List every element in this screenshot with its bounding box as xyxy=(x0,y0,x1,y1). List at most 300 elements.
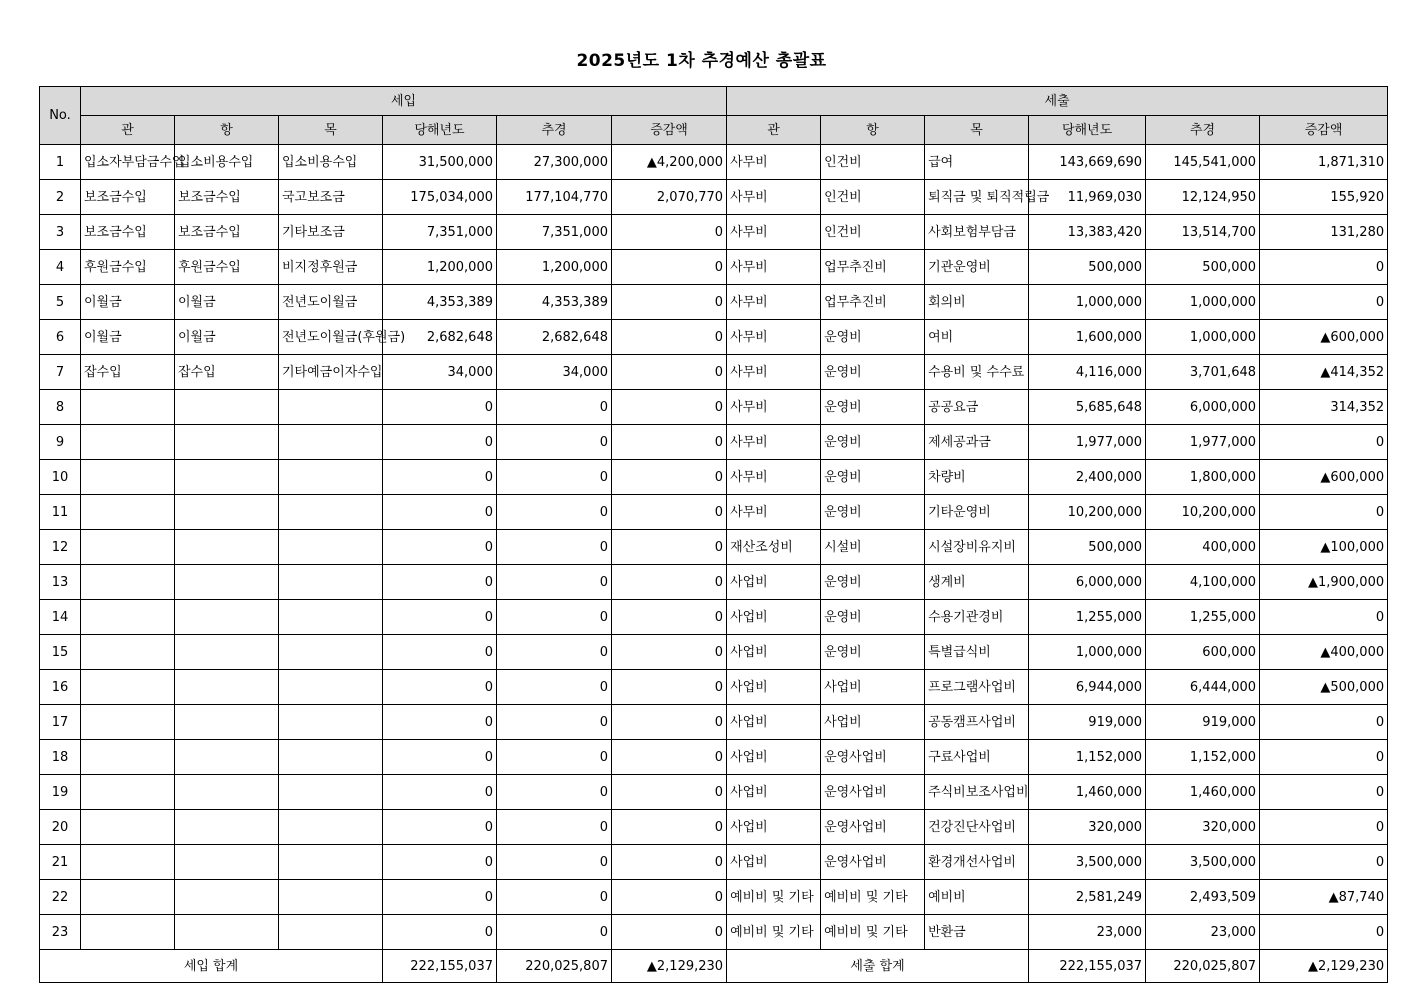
expense-difference-cell: 0 xyxy=(1260,775,1388,810)
page-title: 2025년도 1차 추경예산 총괄표 xyxy=(576,51,827,71)
income-gwan-cell xyxy=(81,915,175,950)
table-row xyxy=(40,880,1388,915)
row-number: 19 xyxy=(40,775,81,810)
income-gwan-cell xyxy=(81,460,175,495)
income-current-cell: 1,200,000 xyxy=(383,250,497,285)
expense-current-cell: 1,000,000 xyxy=(1029,285,1146,320)
income-difference-cell: 0 xyxy=(612,705,727,740)
expense-gwan-cell: 사무비 xyxy=(727,215,821,250)
income-mok-cell: 입소비용수입 xyxy=(279,145,383,180)
income-difference-cell: 0 xyxy=(612,670,727,705)
expense-gwan-cell: 사업비 xyxy=(727,740,821,775)
income-current-cell: 0 xyxy=(383,565,497,600)
expense-difference-cell: ▲87,740 xyxy=(1260,880,1388,915)
income-supplementary-cell: 0 xyxy=(497,390,612,425)
expense-current-cell: 1,977,000 xyxy=(1029,425,1146,460)
expense-mok-cell: 차량비 xyxy=(925,460,1029,495)
income-gwan-cell xyxy=(81,670,175,705)
income-current-cell: 7,351,000 xyxy=(383,215,497,250)
income-gwan-cell xyxy=(81,810,175,845)
income-gwan-cell xyxy=(81,425,175,460)
income-difference-cell: 0 xyxy=(612,460,727,495)
row-number: 18 xyxy=(40,740,81,775)
income-current-cell: 0 xyxy=(383,530,497,565)
expense-mok-cell: 수용비 및 수수료 xyxy=(925,355,1029,390)
expense-current-cell: 1,460,000 xyxy=(1029,775,1146,810)
expense-hang-cell: 업무추진비 xyxy=(821,285,925,320)
header-income-supplementary: 추경 xyxy=(497,116,612,145)
income-mok-cell xyxy=(279,530,383,565)
income-mok-cell: 기타예금이자수입 xyxy=(279,355,383,390)
income-hang-cell xyxy=(175,635,279,670)
totals-row xyxy=(40,950,1388,983)
income-hang-cell xyxy=(175,810,279,845)
table-row xyxy=(40,530,1388,565)
income-supplementary-cell: 177,104,770 xyxy=(497,180,612,215)
table-row xyxy=(40,180,1388,215)
income-gwan-cell xyxy=(81,740,175,775)
row-number: 17 xyxy=(40,705,81,740)
table-row xyxy=(40,390,1388,425)
expense-gwan-cell: 사업비 xyxy=(727,845,821,880)
header-expense-difference: 증감액 xyxy=(1260,116,1388,145)
income-supplementary-cell: 0 xyxy=(497,565,612,600)
income-total-label: 세입 합계 xyxy=(40,950,383,983)
income-difference-cell: ▲4,200,000 xyxy=(612,145,727,180)
table-row xyxy=(40,915,1388,950)
expense-supplementary-cell: 23,000 xyxy=(1146,915,1260,950)
expense-current-cell: 919,000 xyxy=(1029,705,1146,740)
income-supplementary-cell: 0 xyxy=(497,810,612,845)
expense-difference-cell: 0 xyxy=(1260,250,1388,285)
expense-current-cell: 13,383,420 xyxy=(1029,215,1146,250)
income-hang-cell xyxy=(175,565,279,600)
header-no: No. xyxy=(40,87,81,145)
expense-current-cell: 1,000,000 xyxy=(1029,635,1146,670)
expense-gwan-cell: 사무비 xyxy=(727,460,821,495)
income-hang-cell: 후원금수입 xyxy=(175,250,279,285)
income-gwan-cell xyxy=(81,775,175,810)
expense-gwan-cell: 사업비 xyxy=(727,670,821,705)
income-mok-cell xyxy=(279,425,383,460)
expense-supplementary-cell: 500,000 xyxy=(1146,250,1260,285)
expense-supplementary-cell: 400,000 xyxy=(1146,530,1260,565)
expense-gwan-cell: 사무비 xyxy=(727,390,821,425)
income-supplementary-cell: 34,000 xyxy=(497,355,612,390)
expense-difference-cell: 314,352 xyxy=(1260,390,1388,425)
income-current-cell: 0 xyxy=(383,460,497,495)
header-income-gwan: 관 xyxy=(81,116,175,145)
expense-gwan-cell: 예비비 및 기타 xyxy=(727,915,821,950)
row-number: 23 xyxy=(40,915,81,950)
expense-mok-cell: 급여 xyxy=(925,145,1029,180)
income-supplementary-cell: 0 xyxy=(497,705,612,740)
income-total-supplementary: 220,025,807 xyxy=(497,950,612,983)
table-row xyxy=(40,740,1388,775)
row-number: 15 xyxy=(40,635,81,670)
expense-mok-cell: 기타운영비 xyxy=(925,495,1029,530)
income-current-cell: 0 xyxy=(383,915,497,950)
row-number: 20 xyxy=(40,810,81,845)
expense-difference-cell: ▲100,000 xyxy=(1260,530,1388,565)
income-mok-cell xyxy=(279,810,383,845)
expense-gwan-cell: 사무비 xyxy=(727,495,821,530)
expense-supplementary-cell: 600,000 xyxy=(1146,635,1260,670)
expense-supplementary-cell: 3,500,000 xyxy=(1146,845,1260,880)
income-current-cell: 31,500,000 xyxy=(383,145,497,180)
income-supplementary-cell: 0 xyxy=(497,915,612,950)
income-hang-cell xyxy=(175,740,279,775)
income-hang-cell xyxy=(175,670,279,705)
row-number: 22 xyxy=(40,880,81,915)
income-mok-cell: 전년도이월금 xyxy=(279,285,383,320)
expense-hang-cell: 운영비 xyxy=(821,495,925,530)
income-difference-cell: 0 xyxy=(612,530,727,565)
expense-difference-cell: 0 xyxy=(1260,285,1388,320)
expense-hang-cell: 운영비 xyxy=(821,355,925,390)
expense-difference-cell: ▲600,000 xyxy=(1260,460,1388,495)
table-row xyxy=(40,425,1388,460)
expense-hang-cell: 사업비 xyxy=(821,670,925,705)
income-gwan-cell: 후원금수입 xyxy=(81,250,175,285)
income-difference-cell: 0 xyxy=(612,915,727,950)
expense-gwan-cell: 사업비 xyxy=(727,600,821,635)
expense-current-cell: 6,000,000 xyxy=(1029,565,1146,600)
header-expense-gwan: 관 xyxy=(727,116,821,145)
income-mok-cell xyxy=(279,390,383,425)
income-mok-cell xyxy=(279,635,383,670)
income-difference-cell: 0 xyxy=(612,740,727,775)
row-number: 1 xyxy=(40,145,81,180)
table-row xyxy=(40,775,1388,810)
header-expense-supplementary: 추경 xyxy=(1146,116,1260,145)
income-mok-cell: 기타보조금 xyxy=(279,215,383,250)
table-row xyxy=(40,355,1388,390)
income-gwan-cell xyxy=(81,600,175,635)
income-mok-cell xyxy=(279,915,383,950)
expense-hang-cell: 시설비 xyxy=(821,530,925,565)
table-row xyxy=(40,565,1388,600)
income-difference-cell: 0 xyxy=(612,355,727,390)
income-gwan-cell xyxy=(81,495,175,530)
expense-hang-cell: 운영비 xyxy=(821,390,925,425)
income-current-cell: 0 xyxy=(383,635,497,670)
income-hang-cell: 보조금수입 xyxy=(175,215,279,250)
income-supplementary-cell: 0 xyxy=(497,845,612,880)
expense-total-difference: ▲2,129,230 xyxy=(1260,950,1388,983)
expense-supplementary-cell: 1,255,000 xyxy=(1146,600,1260,635)
expense-supplementary-cell: 1,152,000 xyxy=(1146,740,1260,775)
expense-supplementary-cell: 6,444,000 xyxy=(1146,670,1260,705)
income-difference-cell: 0 xyxy=(612,495,727,530)
header-expense: 세출 xyxy=(727,87,1388,116)
income-mok-cell xyxy=(279,740,383,775)
expense-mok-cell: 반환금 xyxy=(925,915,1029,950)
expense-gwan-cell: 사무비 xyxy=(727,285,821,320)
expense-difference-cell: 0 xyxy=(1260,495,1388,530)
income-supplementary-cell: 0 xyxy=(497,670,612,705)
expense-mok-cell: 구료사업비 xyxy=(925,740,1029,775)
income-current-cell: 0 xyxy=(383,845,497,880)
income-supplementary-cell: 2,682,648 xyxy=(497,320,612,355)
row-number: 3 xyxy=(40,215,81,250)
expense-mok-cell: 제세공과금 xyxy=(925,425,1029,460)
income-difference-cell: 0 xyxy=(612,775,727,810)
expense-total-current: 222,155,037 xyxy=(1029,950,1146,983)
income-current-cell: 34,000 xyxy=(383,355,497,390)
income-supplementary-cell: 0 xyxy=(497,635,612,670)
expense-difference-cell: ▲1,900,000 xyxy=(1260,565,1388,600)
expense-difference-cell: ▲600,000 xyxy=(1260,320,1388,355)
expense-current-cell: 1,152,000 xyxy=(1029,740,1146,775)
income-hang-cell xyxy=(175,495,279,530)
expense-current-cell: 4,116,000 xyxy=(1029,355,1146,390)
income-hang-cell: 입소비용수입 xyxy=(175,145,279,180)
income-supplementary-cell: 0 xyxy=(497,495,612,530)
income-difference-cell: 0 xyxy=(612,215,727,250)
expense-difference-cell: 0 xyxy=(1260,740,1388,775)
income-mok-cell xyxy=(279,775,383,810)
income-current-cell: 175,034,000 xyxy=(383,180,497,215)
income-difference-cell: 0 xyxy=(612,635,727,670)
income-hang-cell xyxy=(175,845,279,880)
row-number: 9 xyxy=(40,425,81,460)
income-current-cell: 0 xyxy=(383,670,497,705)
expense-mok-cell: 퇴직금 및 퇴직적립금 xyxy=(925,180,1029,215)
table-row xyxy=(40,635,1388,670)
income-gwan-cell xyxy=(81,565,175,600)
expense-difference-cell: ▲400,000 xyxy=(1260,635,1388,670)
expense-gwan-cell: 사업비 xyxy=(727,775,821,810)
income-hang-cell: 보조금수입 xyxy=(175,180,279,215)
table-row xyxy=(40,215,1388,250)
table-row xyxy=(40,705,1388,740)
income-mok-cell: 국고보조금 xyxy=(279,180,383,215)
expense-supplementary-cell: 2,493,509 xyxy=(1146,880,1260,915)
expense-difference-cell: 131,280 xyxy=(1260,215,1388,250)
income-mok-cell xyxy=(279,670,383,705)
row-number: 12 xyxy=(40,530,81,565)
income-gwan-cell: 잡수입 xyxy=(81,355,175,390)
income-difference-cell: 0 xyxy=(612,880,727,915)
expense-mok-cell: 수용기관경비 xyxy=(925,600,1029,635)
income-mok-cell xyxy=(279,600,383,635)
expense-gwan-cell: 사무비 xyxy=(727,145,821,180)
expense-current-cell: 5,685,648 xyxy=(1029,390,1146,425)
header-income-current: 당해년도 xyxy=(383,116,497,145)
income-current-cell: 0 xyxy=(383,880,497,915)
income-gwan-cell xyxy=(81,880,175,915)
expense-current-cell: 500,000 xyxy=(1029,250,1146,285)
expense-mok-cell: 건강진단사업비 xyxy=(925,810,1029,845)
expense-hang-cell: 운영비 xyxy=(821,460,925,495)
row-number: 5 xyxy=(40,285,81,320)
income-gwan-cell xyxy=(81,530,175,565)
expense-supplementary-cell: 1,460,000 xyxy=(1146,775,1260,810)
income-hang-cell xyxy=(175,390,279,425)
income-gwan-cell: 보조금수입 xyxy=(81,180,175,215)
income-current-cell: 4,353,389 xyxy=(383,285,497,320)
expense-mok-cell: 여비 xyxy=(925,320,1029,355)
expense-supplementary-cell: 1,977,000 xyxy=(1146,425,1260,460)
expense-hang-cell: 예비비 및 기타 xyxy=(821,915,925,950)
income-hang-cell xyxy=(175,915,279,950)
row-number: 4 xyxy=(40,250,81,285)
table-row xyxy=(40,250,1388,285)
expense-mok-cell: 프로그램사업비 xyxy=(925,670,1029,705)
row-number: 6 xyxy=(40,320,81,355)
income-mok-cell xyxy=(279,460,383,495)
row-number: 16 xyxy=(40,670,81,705)
expense-gwan-cell: 사무비 xyxy=(727,250,821,285)
income-current-cell: 0 xyxy=(383,600,497,635)
income-difference-cell: 0 xyxy=(612,845,727,880)
income-mok-cell xyxy=(279,845,383,880)
expense-total-supplementary: 220,025,807 xyxy=(1146,950,1260,983)
income-hang-cell xyxy=(175,530,279,565)
income-hang-cell xyxy=(175,460,279,495)
expense-gwan-cell: 사업비 xyxy=(727,705,821,740)
expense-current-cell: 10,200,000 xyxy=(1029,495,1146,530)
income-mok-cell: 전년도이월금(후원금) xyxy=(279,320,383,355)
income-mok-cell xyxy=(279,705,383,740)
expense-difference-cell: 0 xyxy=(1260,425,1388,460)
income-current-cell: 0 xyxy=(383,740,497,775)
expense-gwan-cell: 예비비 및 기타 xyxy=(727,880,821,915)
expense-hang-cell: 인건비 xyxy=(821,180,925,215)
row-number: 2 xyxy=(40,180,81,215)
income-hang-cell xyxy=(175,775,279,810)
expense-hang-cell: 인건비 xyxy=(821,215,925,250)
header-expense-hang: 항 xyxy=(821,116,925,145)
income-current-cell: 0 xyxy=(383,705,497,740)
expense-total-label: 세출 합계 xyxy=(727,950,1029,983)
row-number: 11 xyxy=(40,495,81,530)
expense-current-cell: 143,669,690 xyxy=(1029,145,1146,180)
header-income: 세입 xyxy=(81,87,727,116)
expense-current-cell: 320,000 xyxy=(1029,810,1146,845)
expense-supplementary-cell: 4,100,000 xyxy=(1146,565,1260,600)
income-current-cell: 0 xyxy=(383,425,497,460)
expense-hang-cell: 운영비 xyxy=(821,320,925,355)
table-row xyxy=(40,145,1388,180)
header-income-hang: 항 xyxy=(175,116,279,145)
expense-gwan-cell: 사무비 xyxy=(727,425,821,460)
expense-mok-cell: 특별급식비 xyxy=(925,635,1029,670)
income-total-difference: ▲2,129,230 xyxy=(612,950,727,983)
expense-difference-cell: 1,871,310 xyxy=(1260,145,1388,180)
expense-supplementary-cell: 919,000 xyxy=(1146,705,1260,740)
row-number: 13 xyxy=(40,565,81,600)
expense-current-cell: 500,000 xyxy=(1029,530,1146,565)
income-current-cell: 2,682,648 xyxy=(383,320,497,355)
expense-mok-cell: 예비비 xyxy=(925,880,1029,915)
income-gwan-cell: 보조금수입 xyxy=(81,215,175,250)
expense-mok-cell: 회의비 xyxy=(925,285,1029,320)
table-row xyxy=(40,320,1388,355)
expense-current-cell: 1,600,000 xyxy=(1029,320,1146,355)
income-supplementary-cell: 0 xyxy=(497,425,612,460)
expense-gwan-cell: 사업비 xyxy=(727,635,821,670)
expense-hang-cell: 업무추진비 xyxy=(821,250,925,285)
expense-mok-cell: 공동캠프사업비 xyxy=(925,705,1029,740)
income-gwan-cell: 이월금 xyxy=(81,320,175,355)
income-difference-cell: 0 xyxy=(612,600,727,635)
income-gwan-cell: 입소자부담금수입 xyxy=(81,145,175,180)
table-row xyxy=(40,460,1388,495)
income-gwan-cell: 이월금 xyxy=(81,285,175,320)
expense-mok-cell: 사회보험부담금 xyxy=(925,215,1029,250)
expense-supplementary-cell: 1,000,000 xyxy=(1146,285,1260,320)
expense-difference-cell: 0 xyxy=(1260,810,1388,845)
income-hang-cell: 이월금 xyxy=(175,320,279,355)
expense-current-cell: 1,255,000 xyxy=(1029,600,1146,635)
income-hang-cell xyxy=(175,705,279,740)
income-difference-cell: 0 xyxy=(612,285,727,320)
income-hang-cell: 이월금 xyxy=(175,285,279,320)
income-gwan-cell xyxy=(81,635,175,670)
expense-mok-cell: 생계비 xyxy=(925,565,1029,600)
expense-difference-cell: 0 xyxy=(1260,845,1388,880)
income-mok-cell xyxy=(279,880,383,915)
income-difference-cell: 0 xyxy=(612,565,727,600)
expense-current-cell: 23,000 xyxy=(1029,915,1146,950)
income-total-current: 222,155,037 xyxy=(383,950,497,983)
income-hang-cell xyxy=(175,880,279,915)
expense-gwan-cell: 사무비 xyxy=(727,180,821,215)
income-gwan-cell xyxy=(81,390,175,425)
expense-mok-cell: 시설장비유지비 xyxy=(925,530,1029,565)
expense-hang-cell: 예비비 및 기타 xyxy=(821,880,925,915)
income-hang-cell xyxy=(175,425,279,460)
income-hang-cell xyxy=(175,600,279,635)
row-number: 7 xyxy=(40,355,81,390)
expense-current-cell: 6,944,000 xyxy=(1029,670,1146,705)
expense-current-cell: 3,500,000 xyxy=(1029,845,1146,880)
expense-supplementary-cell: 3,701,648 xyxy=(1146,355,1260,390)
income-difference-cell: 0 xyxy=(612,810,727,845)
income-supplementary-cell: 0 xyxy=(497,775,612,810)
income-current-cell: 0 xyxy=(383,495,497,530)
expense-mok-cell: 주식비보조사업비 xyxy=(925,775,1029,810)
income-current-cell: 0 xyxy=(383,810,497,845)
expense-difference-cell: ▲414,352 xyxy=(1260,355,1388,390)
table-row xyxy=(40,810,1388,845)
income-mok-cell xyxy=(279,495,383,530)
expense-current-cell: 2,400,000 xyxy=(1029,460,1146,495)
expense-current-cell: 2,581,249 xyxy=(1029,880,1146,915)
row-number: 21 xyxy=(40,845,81,880)
income-gwan-cell xyxy=(81,705,175,740)
expense-gwan-cell: 사업비 xyxy=(727,565,821,600)
expense-difference-cell: ▲500,000 xyxy=(1260,670,1388,705)
expense-supplementary-cell: 13,514,700 xyxy=(1146,215,1260,250)
income-supplementary-cell: 0 xyxy=(497,460,612,495)
expense-supplementary-cell: 10,200,000 xyxy=(1146,495,1260,530)
income-supplementary-cell: 1,200,000 xyxy=(497,250,612,285)
expense-hang-cell: 운영사업비 xyxy=(821,845,925,880)
row-number: 14 xyxy=(40,600,81,635)
income-supplementary-cell: 7,351,000 xyxy=(497,215,612,250)
expense-supplementary-cell: 12,124,950 xyxy=(1146,180,1260,215)
expense-hang-cell: 운영비 xyxy=(821,565,925,600)
budget-summary-table xyxy=(39,86,1388,983)
income-current-cell: 0 xyxy=(383,390,497,425)
income-supplementary-cell: 0 xyxy=(497,530,612,565)
expense-hang-cell: 운영사업비 xyxy=(821,810,925,845)
income-difference-cell: 0 xyxy=(612,250,727,285)
expense-gwan-cell: 사업비 xyxy=(727,810,821,845)
